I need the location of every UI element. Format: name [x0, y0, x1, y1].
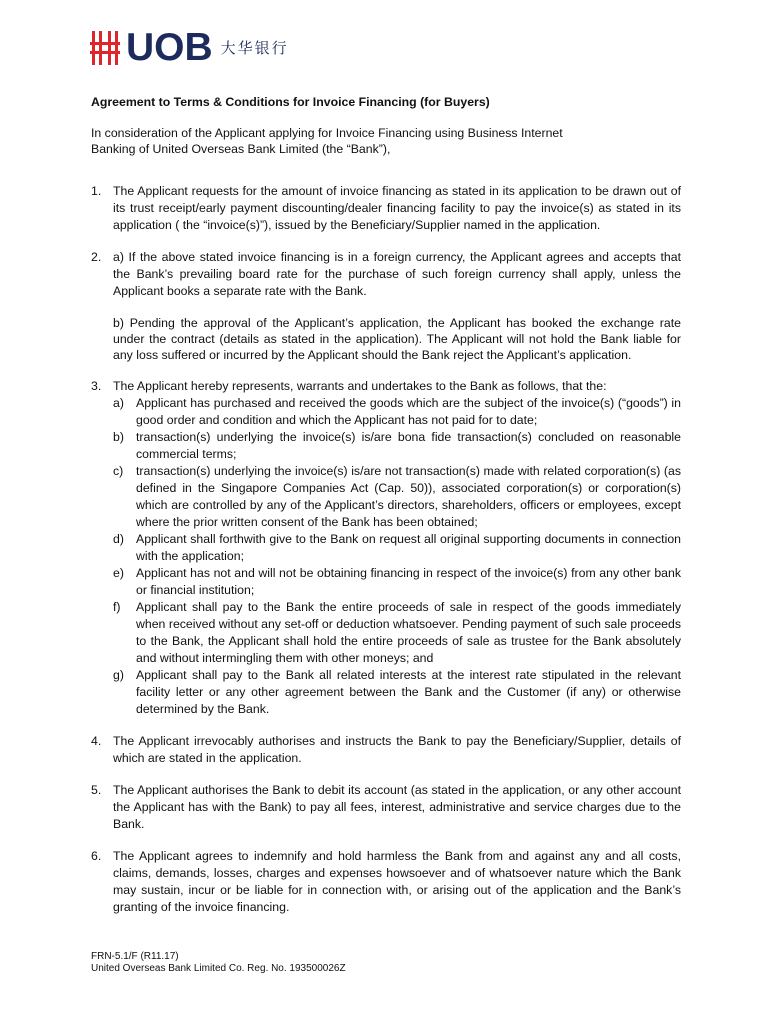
clause-3-item-e — [113, 565, 681, 599]
item-letter: f) — [113, 600, 121, 614]
clause-3-item-d — [113, 531, 681, 565]
clauses — [91, 183, 681, 916]
item-letter: b) — [113, 430, 124, 444]
clause-4 — [91, 733, 681, 767]
item-text: Applicant shall pay to the Bank all related interests at the interest rate stipulated in the relevant facility letter or any other agreement between the Bank and the Customer (if any) or otherwise determined by the Bank. — [136, 668, 681, 716]
logo-wordmark: UOB — [126, 26, 213, 69]
uob-bars-logo-icon — [90, 31, 120, 65]
item-text: Applicant shall pay to the Bank the entire proceeds of sale in respect of the goods immediately when received without any set-off or deduction whatsoever. Pending payment of such sale proceeds to the Bank, the Applicant shall hold the entire proceeds of sale as trustee for the Bank absolutely and without intermingling them with other moneys; and — [136, 600, 681, 665]
logo-chinese-name: 大华银行 — [220, 39, 289, 57]
item-text: Applicant has purchased and received the goods which are the subject of the invoice(s) (“goods”) in good order and condition and which the Applicant has not paid for to date; — [136, 396, 681, 427]
clause-3-lead: The Applicant hereby represents, warrants and undertakes to the Bank as follows, that the: — [113, 379, 607, 393]
clause-number: 6. — [91, 849, 102, 863]
clause-number: 1. — [91, 184, 102, 198]
item-text: transaction(s) underlying the invoice(s) is/are not transaction(s) made with related corporation(s) (as defined in the Singapore Companies Act (Cap. 50)), associated corporation(s) or corporation(s) which are controlled by any of the Applicant’s directors, shareholders, officers or employees, except where the prior written consent of the Bank has been obtained; — [136, 464, 681, 529]
company-registration: United Overseas Bank Limited Co. Reg. No. 193500026Z — [91, 963, 346, 974]
intro-line-2: Banking of United Overseas Bank Limited (the “Bank”), — [91, 142, 391, 156]
clause-number: 5. — [91, 783, 102, 797]
clause-2-part-b: b) Pending the approval of the Applicant’s application, the Applicant has booked the exchange rate under the contract (details as stated in the application). The Applicant will not hold the Bank liable for any loss suffered or incurred by the Applicant should the Bank reject the Applicant’s application. — [113, 316, 681, 362]
clause-1 — [91, 183, 681, 234]
item-letter: d) — [113, 532, 124, 546]
document-title: Agreement to Terms & Conditions for Invoice Financing (for Buyers) — [91, 95, 490, 109]
item-letter: e) — [113, 566, 124, 580]
clause-3-item-c — [113, 463, 681, 531]
item-text: Applicant shall forthwith give to the Bank on request all original supporting documents in connection with the application; — [136, 532, 681, 563]
clause-3-item-f — [113, 599, 681, 667]
clause-2-part-a: a) If the above stated invoice financing is in a foreign currency, the Applicant agrees and accepts that the Bank’s prevailing board rate for the purchase of such foreign currency shall apply, unless the Applicant books a separate rate with the Bank. — [113, 250, 681, 298]
clause-number: 4. — [91, 734, 102, 748]
uob-logo — [90, 28, 289, 68]
item-text: Applicant has not and will not be obtaining financing in respect of the invoice(s) from any other bank or financial institution; — [136, 566, 681, 597]
clause-text: The Applicant requests for the amount of invoice financing as stated in its application to be drawn out of its trust receipt/early payment discounting/dealer financing facility to pay the invoice(s) as stated in its application ( the “invoice(s)”), issued by the Beneficiary/Supplier named in the application. — [113, 184, 681, 232]
item-letter: g) — [113, 668, 124, 682]
clause-3-item-a — [113, 395, 681, 429]
clause-5 — [91, 782, 681, 833]
item-letter: a) — [113, 396, 124, 410]
clause-number: 3. — [91, 379, 102, 393]
intro-paragraph — [91, 125, 591, 157]
clause-text: The Applicant authorises the Bank to debit its account (as stated in the application, or any other account the Applicant has with the Bank) to pay all fees, interest, administrative and service charges due to the Bank. — [113, 783, 681, 831]
clause-text: The Applicant agrees to indemnify and hold harmless the Bank from and against any and all costs, claims, demands, losses, charges and expenses howsoever and of whatsoever nature which the Bank may sustain, incur or be liable for in connection with, or arising out of the application and the Bank’s granting of the invoice financing. — [113, 849, 681, 914]
clause-2 — [91, 249, 681, 363]
clause-3 — [91, 378, 681, 718]
footer — [91, 951, 346, 975]
clause-6 — [91, 848, 681, 916]
item-text: transaction(s) underlying the invoice(s) is/are bona fide transaction(s) concluded on reasonable commercial terms; — [136, 430, 681, 461]
clause-text: The Applicant irrevocably authorises and instructs the Bank to pay the Beneficiary/Supplier, details of which are stated in the application. — [113, 734, 681, 765]
clause-3-item-b — [113, 429, 681, 463]
item-letter: c) — [113, 464, 124, 478]
intro-line-1: In consideration of the Applicant applying for Invoice Financing using Business Internet — [91, 126, 563, 140]
clause-3-item-g — [113, 667, 681, 718]
form-code: FRN-5.1/F (R11.17) — [91, 951, 179, 962]
clause-number: 2. — [91, 250, 102, 264]
